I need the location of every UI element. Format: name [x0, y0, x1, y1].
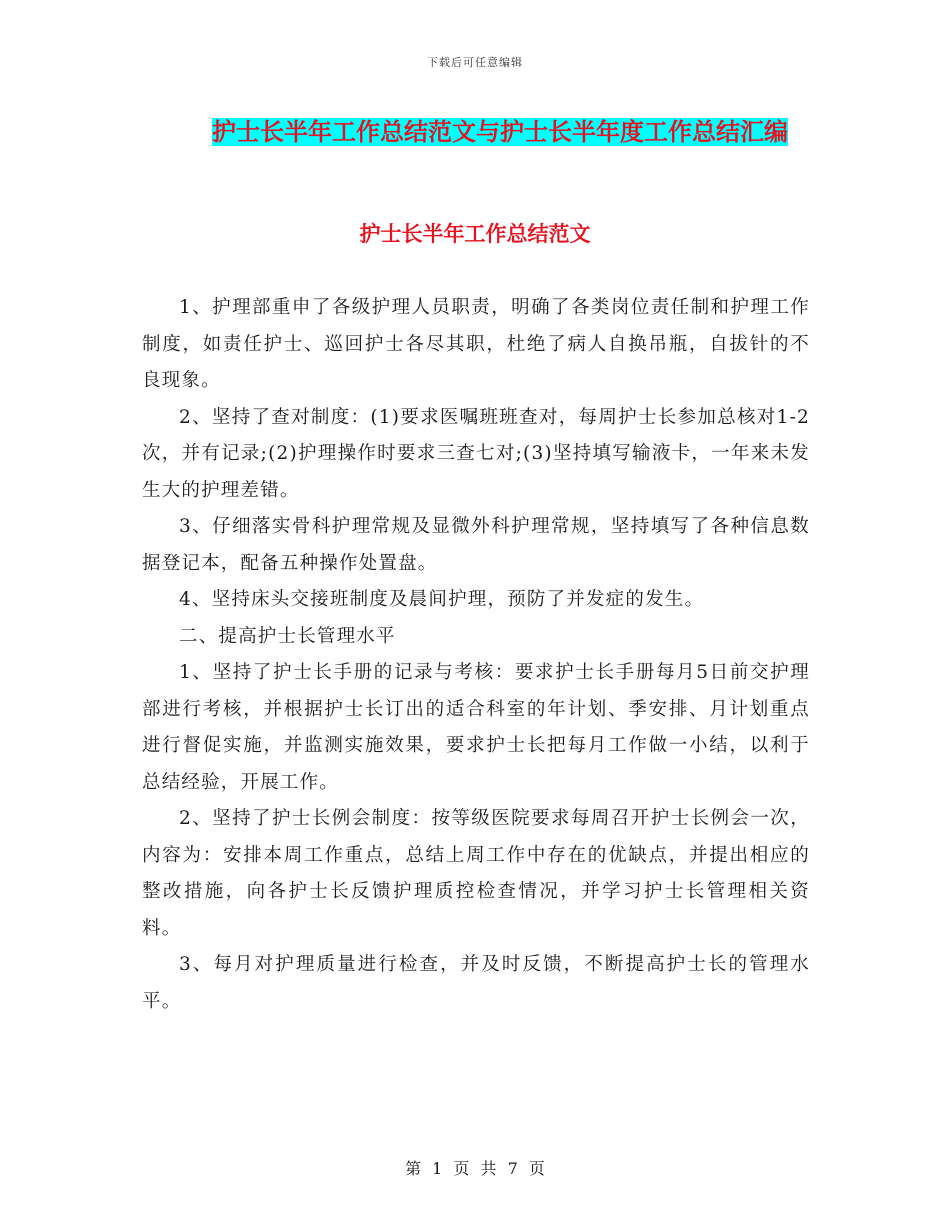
paragraph: 2、坚持了护士长例会制度：按等级医院要求每周召开护士长例会一次，内容为：安排本周工作重点，总结上周工作中存在的优缺点，并提出相应的整改措施，向各护士长反馈护理质控检查情况，并学习护士长管理相关资料。 [142, 808, 810, 939]
subheading: 二、提高护士长管理水平 [179, 625, 396, 647]
paragraph: 3、仔细落实骨科护理常规及显微外科护理常规，坚持填写了各种信息数据登记本，配备五种操作处置盘。 [142, 516, 810, 574]
paragraph: 3、每月对护理质量进行检查，并及时反馈，不断提高护士长的管理水平。 [142, 954, 810, 1012]
document-title-text: 护士长半年工作总结范文与护士长半年度工作总结汇编 [212, 118, 788, 146]
paragraph: 1、坚持了护士长手册的记录与考核：要求护士长手册每月5日前交护理部进行考核，并根据护士长订出的适合科室的年计划、季安排、月计划重点进行督促实施，并监测实施效果，要求护士长把每月工作做一小结，以利于总结经验，开展工作。 [142, 662, 810, 793]
paragraph: 1、护理部重申了各级护理人员职责，明确了各类岗位责任制和护理工作制度，如责任护士、巡回护士各尽其职，杜绝了病人自换吊瓶，自拔针的不良现象。 [142, 297, 810, 391]
section-title: 护士长半年工作总结范文 [359, 222, 591, 246]
document-title [190, 108, 810, 156]
header-note: 下载后可任意编辑 [427, 56, 523, 69]
paragraph: 4、坚持床头交接班制度及晨间护理，预防了并发症的发生。 [179, 589, 705, 610]
document-body [142, 290, 810, 1020]
page-number: 第 1 页 共 7 页 [405, 1159, 545, 1178]
paragraph: 2、坚持了查对制度：(1)要求医嘱班班查对，每周护士长参加总核对1-2次，并有记录;(2)护理操作时要求三查七对;(3)坚持填写输液卡，一年来未发生大的护理差错。 [142, 406, 810, 501]
